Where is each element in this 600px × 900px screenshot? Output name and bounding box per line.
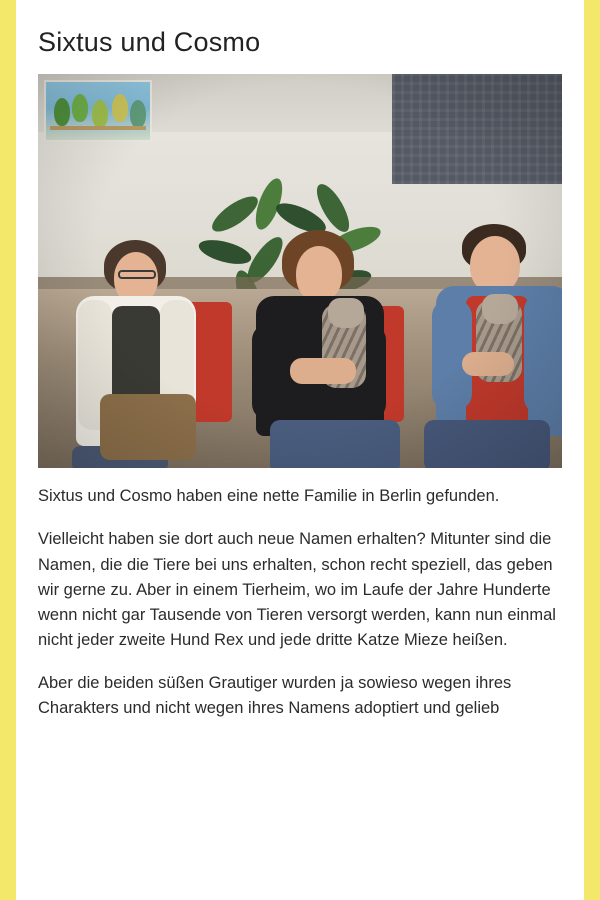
article-paragraph: Vielleicht haben sie dort auch neue Namen erhalten? Mitunter sind die Namen, die die Tiere bei uns erhalten, schon recht speziell, das geben wir gerne zu. Aber in einem Tierheim, wo im Laufe der Jahre Hunderte wenn nicht gar Tausende von Tieren versorgt werden, kann nun einmal nicht jeder zweite Hund Rex und jede dritte Katze Mieze heißen. [38, 530, 556, 649]
photo-vignette [38, 74, 562, 468]
article-paragraph: Aber die beiden süßen Grautiger wurden ja sowieso wegen ihres Charakters und nicht wegen ihres Namens adoptiert und gelieb [38, 673, 512, 717]
page-title: Sixtus und Cosmo [38, 27, 261, 57]
article-photo [38, 74, 562, 468]
article-card [16, 0, 584, 900]
article-paragraph: Sixtus und Cosmo haben eine nette Familie in Berlin gefunden. [38, 487, 500, 506]
